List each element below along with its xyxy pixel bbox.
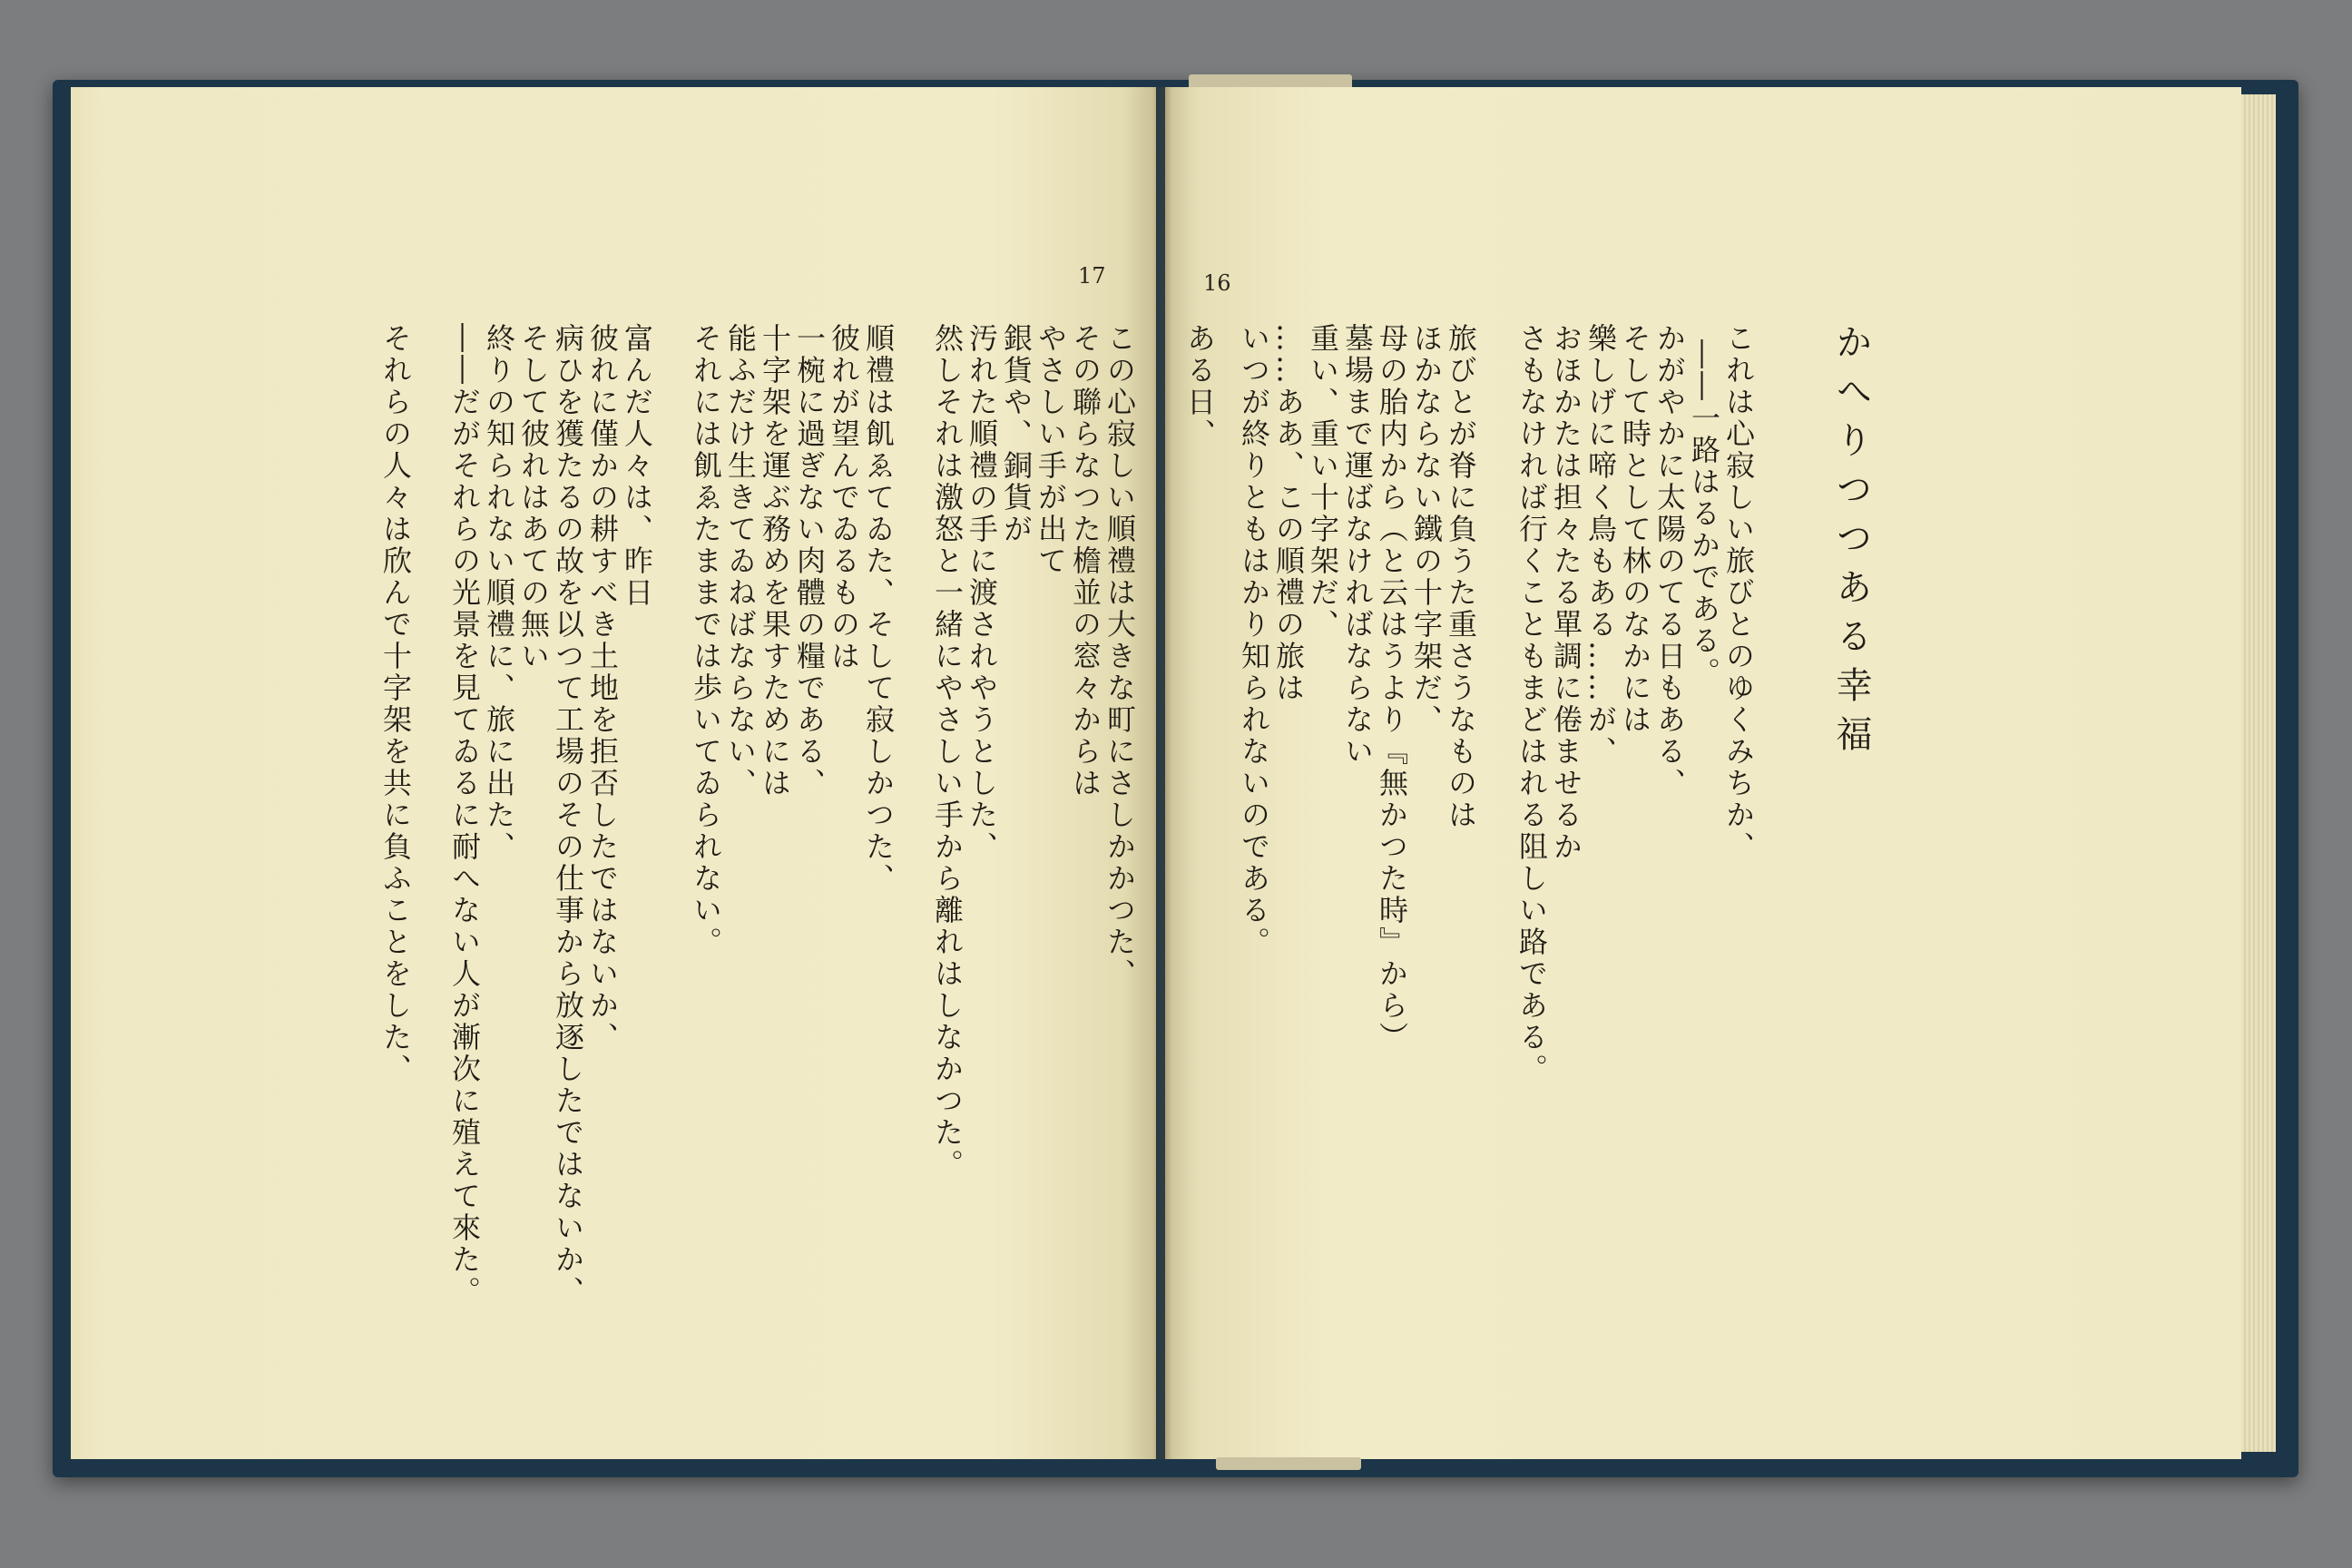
right-line-5: 樂しげに啼く鳥もある……が、 [1583, 323, 1618, 768]
left-line-12: それには飢ゑたままでは歩いてゐられない。 [689, 323, 723, 958]
spine-cloth-bottom [1216, 1457, 1361, 1470]
right-line-9: ほかならない鐵の十字架だ、 [1409, 323, 1444, 736]
right-line-13: ……ああ、この順禮の旅は [1271, 323, 1306, 704]
left-line-18: ――だがそれらの光景を見てゐるに耐へない人が漸次に殖えて來た。 [447, 323, 482, 1308]
right-line-10: 母の胎内から（と云はうより『無かつた時』から） [1375, 323, 1409, 1054]
right-line-3: かがやかに太陽のてる日もある、 [1652, 323, 1687, 799]
page-number-right: 16 [1203, 270, 1231, 296]
left-line-19: それらの人々は欣んで十字架を共に負ふことをした、 [378, 323, 413, 1085]
left-line-9: 一椀に過ぎない肉體の糧である、 [792, 323, 827, 799]
left-line-17: 終りの知られない順禮に、旅に出た、 [482, 323, 516, 863]
right-line-15: ある日、 [1182, 323, 1217, 450]
right-line-14: いつが終りともはかり知られないのである。 [1237, 323, 1271, 958]
left-line-3: やさしい手が出て [1034, 323, 1068, 577]
left-line-6: 然しそれは激怒と一緒にやさしい手から離れはしなかつた。 [930, 323, 965, 1181]
right-line-7: さもなければ行くこともまどはれる阻しい路である。 [1514, 323, 1549, 1085]
left-line-7: 順禮は飢ゑてゐた、そして寂しかつた、 [861, 323, 896, 895]
left-line-1: この心寂しい順禮は大きな町にさしかかつた、 [1102, 323, 1137, 990]
book-gutter [1152, 87, 1172, 1459]
page-number-left: 17 [1078, 263, 1106, 289]
left-line-10: 十字架を運ぶ務めを果すためには [758, 323, 792, 799]
left-line-5: 汚れた順禮の手に渡されやうとした、 [965, 323, 999, 863]
left-line-8: 彼れが望んでゐるものは [827, 323, 861, 672]
right-line-8: 旅びとが脊に負うた重さうなものは [1444, 323, 1478, 831]
poem-title: かへりつつある幸福 [1830, 323, 1872, 764]
left-line-14: 彼れに僅かの耕すべき土地を拒否したではないか、 [585, 323, 620, 1054]
right-page [1165, 87, 2241, 1459]
page-edges [2241, 94, 2276, 1452]
left-line-15: 病ひを獲たるの故を以つて工場のその仕事から放逐したではないか、 [551, 323, 585, 1308]
left-line-13: 富んだ人々は、昨日 [620, 323, 654, 609]
right-line-1: これは心寂しい旅びとのゆくみちか、 [1721, 323, 1756, 863]
right-line-2: ――一路はるかである。 [1687, 339, 1721, 689]
left-line-2: その聯らなつた檐並の窓々からは [1068, 323, 1102, 799]
left-line-11: 能ふだけ生きてゐねばならない、 [723, 323, 758, 799]
right-line-4: そして時として林のなかには [1618, 323, 1652, 736]
left-line-4: 銀貨や、銅貨が [999, 323, 1034, 545]
right-line-11: 墓場まで運ばなければならない [1340, 323, 1375, 768]
left-line-16: そして彼れはあての無い [516, 323, 551, 672]
right-line-6: おほかたは担々たる單調に倦ませるか [1549, 323, 1583, 863]
right-line-12: 重い、重い十字架だ、 [1306, 323, 1340, 641]
